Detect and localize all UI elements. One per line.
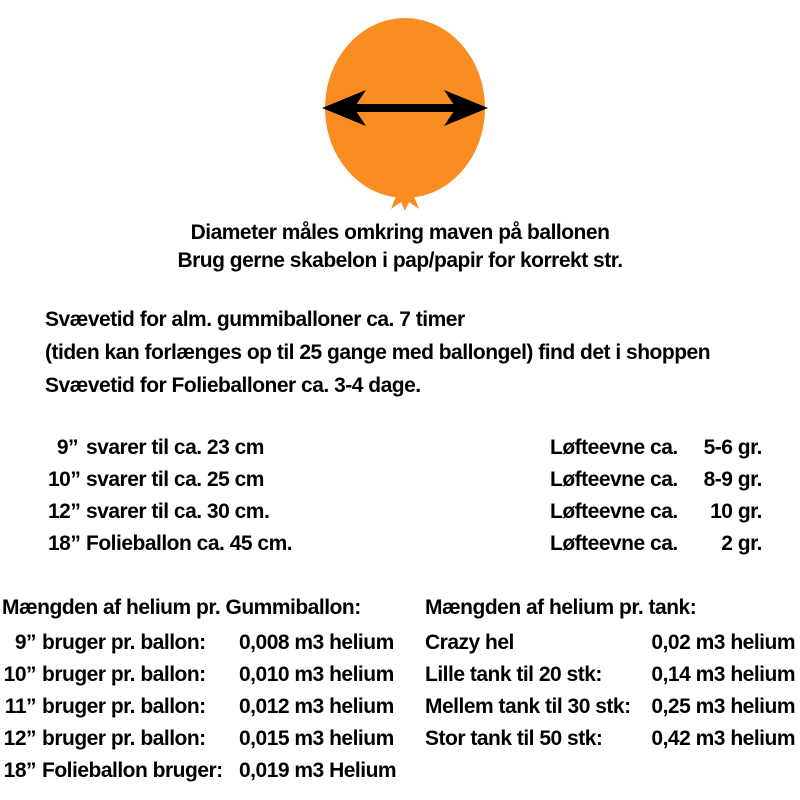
balloon-size: 11” [4,695,36,718]
size-description: svarer til ca. 30 cm. [86,500,270,523]
balloon-size: 12” [3,727,36,750]
balloon-usage-value: 0,010 m3 helium [239,663,394,686]
intro-text [0,219,800,275]
size-description: svarer til ca. 25 cm [86,468,264,491]
tank-value: 0,14 m3 helium [651,663,795,686]
lift-label: Løfteevne ca. [550,500,678,523]
tank-label: Crazy hel [425,631,514,654]
helium-per-tank-title: Mængden af helium pr. tank: [425,596,697,619]
balloon-size: 18” [3,759,36,782]
lift-value: 8-9 gr. [703,468,762,491]
helium-balloon-row [2,755,422,787]
balloon-usage-value: 0,015 m3 helium [239,727,394,750]
helium-tank-row [425,723,795,755]
size-inches: 18” [48,532,81,555]
size-row [0,464,800,496]
tank-label: Lille tank til 20 stk: [425,663,602,686]
arrow-shaft [352,104,458,112]
tank-value: 0,25 m3 helium [651,695,795,718]
lift-value: 10 gr. [710,500,762,523]
balloon-usage-value: 0,019 m3 Helium [239,759,397,782]
size-description: Folieballon ca. 45 cm. [86,532,293,555]
balloon-usage-value: 0,012 m3 helium [239,695,394,718]
balloon-usage-label: Folieballon bruger: [42,759,223,782]
helium-balloon-row [2,691,422,723]
balloon-usage-label: bruger pr. ballon: [42,631,206,654]
helium-per-balloon-title: Mængden af helium pr. Gummiballon: [2,596,361,619]
size-conversion-table [0,432,800,560]
balloon-size: 10” [3,663,36,686]
balloon-diameter-diagram [0,0,800,216]
tank-label: Mellem tank til 30 stk: [425,695,631,718]
helium-balloon-row [2,723,422,755]
size-row [0,528,800,560]
balloon-usage-label: bruger pr. ballon: [42,695,206,718]
float-time-line-2: (tiden kan forlænges op til 25 gange med ballongel) find det i shoppen [45,341,711,364]
helium-balloon-row [2,627,422,659]
helium-per-tank-section [425,597,795,755]
helium-per-balloon-section [2,597,422,787]
intro-line-2: Brug gerne skabelon i pap/papir for korrekt str. [177,249,623,272]
helium-tank-row [425,659,795,691]
helium-tank-row [425,691,795,723]
float-time-line-3: Svævetid for Folieballoner ca. 3-4 dage. [45,374,421,397]
tank-value: 0,42 m3 helium [651,727,795,750]
balloon-usage-label: bruger pr. ballon: [42,727,206,750]
balloon-usage-label: bruger pr. ballon: [42,663,206,686]
size-inches: 10” [48,468,81,491]
helium-tank-row [425,627,795,659]
float-time-info [45,303,710,402]
lift-value: 2 gr. [721,532,762,555]
float-time-line-1: Svævetid for alm. gummiballoner ca. 7 timer [45,308,465,331]
lift-label: Løfteevne ca. [550,468,678,491]
lift-value: 5-6 gr. [703,436,762,459]
size-description: svarer til ca. 23 cm [86,436,264,459]
intro-line-1: Diameter måles omkring maven på ballonen [190,221,610,244]
tank-value: 0,02 m3 helium [651,631,795,654]
lift-label: Løfteevne ca. [550,436,678,459]
balloon-knot [391,196,419,211]
lift-label: Løfteevne ca. [550,532,678,555]
balloon-size: 9” [14,631,36,654]
size-inches: 9” [56,436,78,459]
size-row [0,432,800,464]
size-row [0,496,800,528]
size-inches: 12” [48,500,81,523]
balloon-usage-value: 0,008 m3 helium [239,631,394,654]
helium-balloon-row [2,659,422,691]
tank-label: Stor tank til 50 stk: [425,727,603,750]
